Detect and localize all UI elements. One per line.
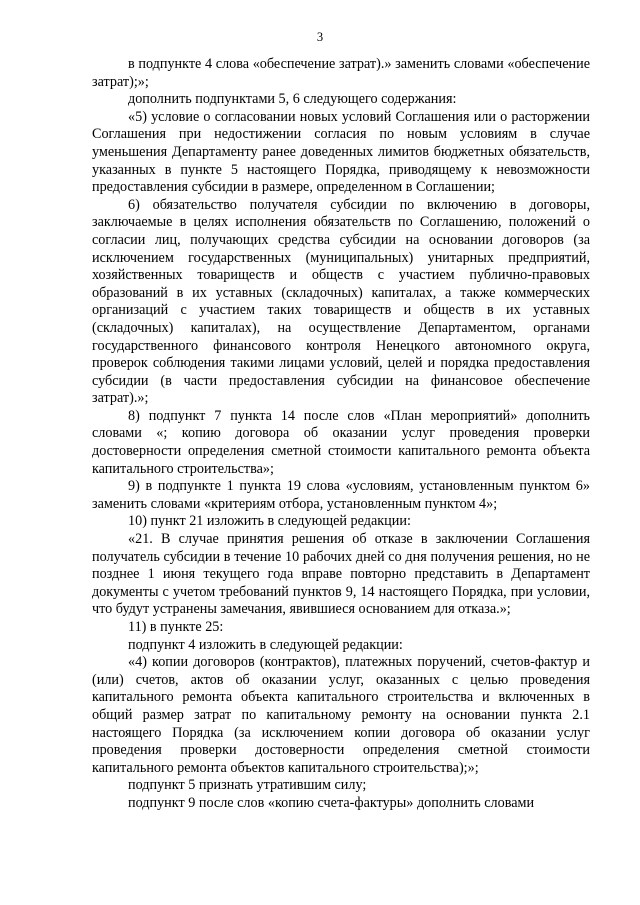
paragraph: 11) в пункте 25: <box>128 619 224 635</box>
document-body <box>92 56 590 813</box>
paragraph: 6) обязательство получателя субсидии по включению в договоры, заключаемые в целях исполнения обязательств по Соглашению, положений о согласии лиц, получающих средства субсидии на основании договоров (за исключением государственных (муниципальных) унитарных предприятий, хозяйственных товариществ и обществ с участием публично-правовых образований в их уставных (складочных) капиталах, а также коммерческих организаций с участием таких товариществ и обществ в их уставных (складочных) капиталах), на осуществление Департаментом, органами государственного финансового контроля Ненецкого автономного округа, проверок соблюдения такими лицами условий, целей и порядка предоставления субсидии (в части предоставления субсидии на финансовое обеспечение затрат).»; <box>92 196 590 407</box>
paragraph: 8) подпункт 7 пункта 14 после слов «План мероприятий» дополнить словами «; копию договора об оказании услуг проведения проверки достоверности определения сметной стоимости капитального ремонта объекта капитального строительства»; <box>92 407 590 477</box>
paragraph: дополнить подпунктами 5, 6 следующего содержания: <box>128 91 457 108</box>
page-number: 3 <box>316 30 324 44</box>
paragraph: 9) в подпункте 1 пункта 19 слова «условиям, установленным пунктом 6» заменить словами «критериям отбора, установленным пунктом 4»; <box>92 478 590 512</box>
paragraph: «21. В случае принятия решения об отказе в заключении Соглашения получатель субсидии в течение 10 рабочих дней со дня получения решения, но не позднее 1 июня текущего года вправе повторно представить в Департамент документы с учетом требований пунктов 9, 14 настоящего Порядка, при условии, что будут устранены замечания, явившиеся основанием для отказа.»; <box>92 531 590 618</box>
paragraph: в подпункте 4 слова «обеспечение затрат).» заменить словами «обеспечение затрат);»; <box>92 56 590 90</box>
paragraph: «4) копии договоров (контрактов), платежных поручений, счетов-фактур и (или) счетов, актов об оказании услуг, оказанных с целью проведения капитального ремонта объекта капитального строительства и включенных в общий размер затрат по капитальному ремонту на основании пункта 2.1 настоящего Порядка (за исключением копии договора об оказании услуг проведения проверки достоверности определения сметной стоимости капитального ремонта объектов капитального строительства);»; <box>92 654 590 776</box>
paragraph: 10) пункт 21 изложить в следующей редакции: <box>128 513 411 530</box>
paragraph: подпункт 5 признать утратившим силу; <box>128 777 367 794</box>
paragraph: «5) условие о согласовании новых условий Соглашения или о расторжении Соглашения при недостижении согласия по новым условиям в случае уменьшения Департаменту ранее доведенных лимитов бюджетных обязательств, указанных в пункте 5 настоящего Порядка, приводящему к невозможности предоставления субсидии в размере, определенном в Соглашении; <box>92 108 590 196</box>
paragraph: подпункт 4 изложить в следующей редакции: <box>128 636 403 653</box>
paragraph: подпункт 9 после слов «копию счета-фактуры» дополнить словами <box>128 794 535 811</box>
